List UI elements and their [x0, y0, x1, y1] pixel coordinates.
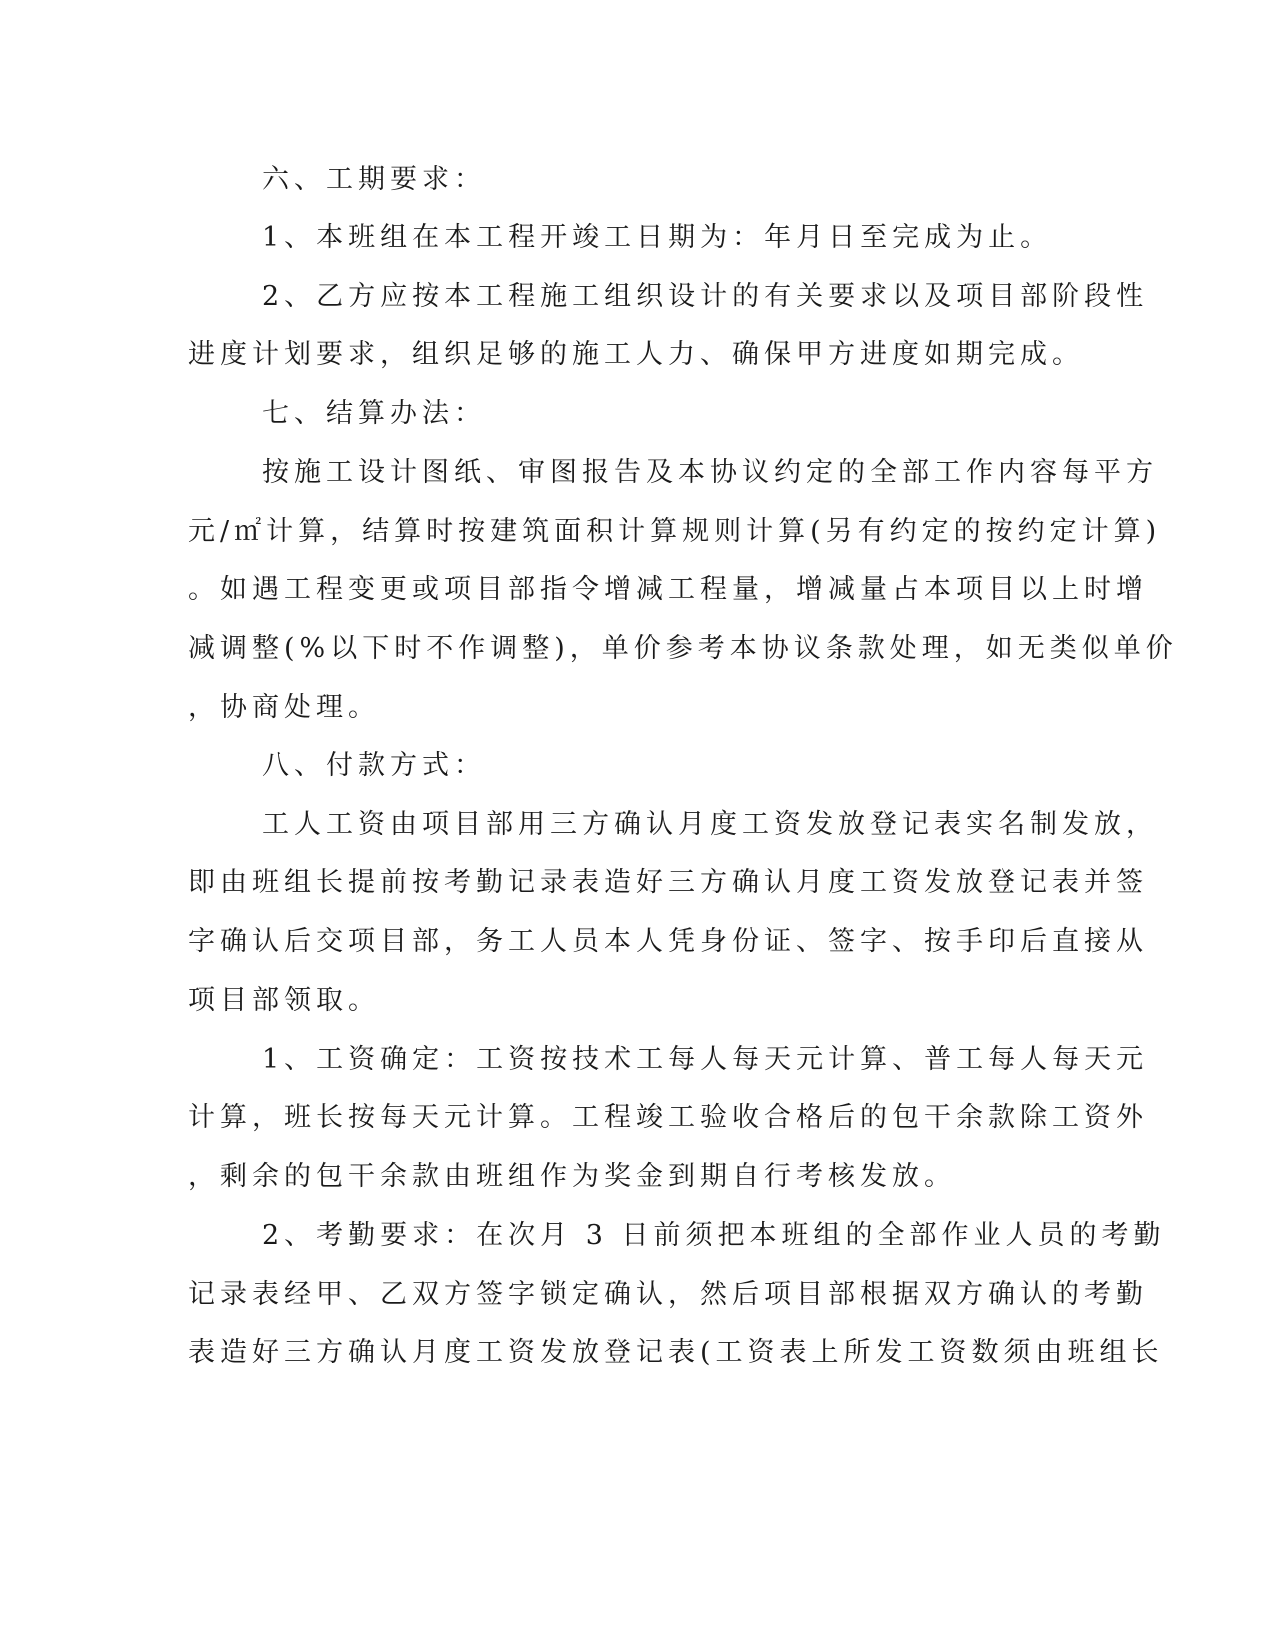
paragraph-line: 表造好三方确认月度工资发放登记表(工资表上所发工资数须由班组长: [188, 1337, 1164, 1368]
paragraph-line: 2、乙方应按本工程施工组织设计的有关要求以及项目部阶段性: [262, 281, 1149, 312]
paragraph-line: 进度计划要求，组织足够的施工人力、确保甲方进度如期完成。: [188, 339, 1084, 370]
paragraph-line: 2、考勤要求：在次月 3 日前须把本班组的全部作业人员的考勤: [262, 1220, 1166, 1251]
paragraph-line: 减调整(%以下时不作调整)，单价参考本协议条款处理，如无类似单价: [188, 633, 1178, 664]
paragraph-line: 计算，班长按每天元计算。工程竣工验收合格后的包干余款除工资外: [188, 1102, 1148, 1133]
paragraph-line: 按施工设计图纸、审图报告及本协议约定的全部工作内容每平方: [262, 457, 1158, 488]
paragraph-line: 1、工资确定：工资按技术工每人每天元计算、普工每人每天元: [262, 1044, 1149, 1075]
paragraph-line: 即由班组长提前按考勤记录表造好三方确认月度工资发放登记表并签: [188, 867, 1148, 898]
paragraph-line: ，剩余的包干余款由班组作为奖金到期自行考核发放。: [188, 1161, 956, 1192]
paragraph-line: 元/㎡计算，结算时按建筑面积计算规则计算(另有约定的按约定计算): [188, 516, 1162, 547]
paragraph-line: 1、本班组在本工程开竣工日期为：年月日至完成为止。: [262, 222, 1053, 253]
paragraph-line: 项目部领取。: [188, 985, 380, 1016]
heading-section-7: 七、结算办法：: [262, 398, 486, 429]
heading-section-8: 八、付款方式：: [262, 750, 486, 781]
paragraph-line: 字确认后交项目部，务工人员本人凭身份证、签字、按手印后直接从: [188, 926, 1148, 957]
paragraph-line: 工人工资由项目部用三方确认月度工资发放登记表实名制发放，: [262, 809, 1158, 840]
paragraph-line: 。如遇工程变更或项目部指令增减工程量，增减量占本项目以上时增: [188, 574, 1148, 605]
paragraph-line: 记录表经甲、乙双方签字锁定确认，然后项目部根据双方确认的考勤: [188, 1279, 1148, 1310]
heading-section-6: 六、工期要求：: [262, 164, 486, 195]
paragraph-line: ，协商处理。: [188, 692, 380, 723]
